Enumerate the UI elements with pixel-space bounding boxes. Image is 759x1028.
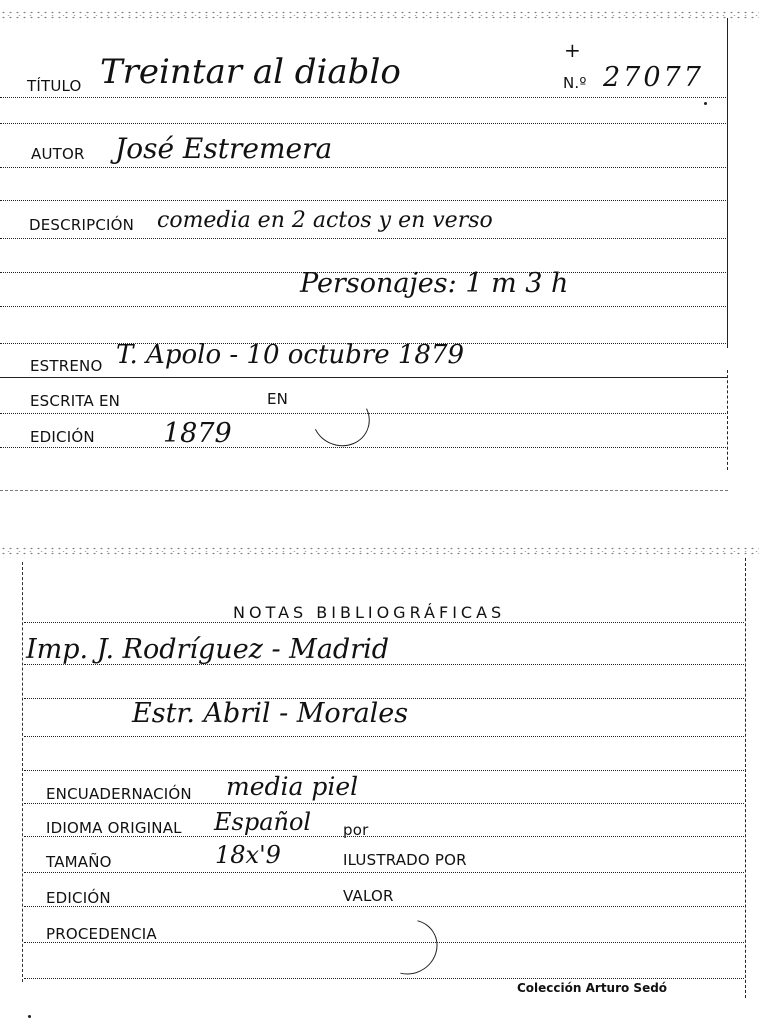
description-label: DESCRIPCIÓN [29, 216, 135, 234]
author-label: AUTOR [31, 145, 85, 163]
binding-value: media piel [226, 772, 359, 801]
ruled-line [24, 736, 744, 737]
written-in-label: ESCRITA EN [30, 392, 121, 410]
ink-dot [704, 102, 707, 105]
ruled-line [0, 200, 728, 201]
description-value-2: Personajes: 1 m 3 h [300, 268, 569, 299]
ruled-line [0, 447, 728, 448]
ruled-line [0, 123, 728, 124]
original-language-value: Español [214, 808, 312, 836]
ink-dot [28, 1015, 31, 1018]
premiere-label: ESTRENO [30, 357, 103, 375]
ruled-line [0, 167, 728, 168]
card-right-edge-lower [727, 370, 728, 470]
stamp-circle [305, 384, 378, 455]
stamp-circle [370, 909, 447, 985]
ruled-line [24, 906, 744, 907]
ruled-line [24, 622, 744, 623]
edition-label: EDICIÓN [30, 428, 95, 446]
edition-label: EDICIÓN [46, 889, 111, 907]
ruled-line [24, 803, 744, 804]
ruled-line [0, 377, 728, 378]
illustrated-by-label: ILUSTRADO POR [343, 851, 467, 869]
value-label: VALOR [343, 887, 394, 905]
ruled-line [24, 872, 744, 873]
number-label: N.º [563, 74, 587, 92]
provenance-label: PROCEDENCIA [46, 925, 157, 943]
catalog-card-back [0, 540, 759, 1028]
author-value: José Estremera [115, 132, 333, 165]
edition-value: 1879 [163, 418, 232, 449]
number-mark: + [564, 38, 581, 62]
description-value: comedia en 2 actos y en verso [157, 208, 493, 233]
size-value: 18x'9 [215, 841, 281, 869]
number-value: 27077 [603, 62, 704, 93]
written-in-en-label: EN [267, 390, 289, 408]
ruled-line [0, 238, 728, 239]
premiere-value: T. Apolo - 10 octubre 1879 [116, 340, 465, 370]
por-label: por [343, 821, 369, 839]
collection-credit: Colección Arturo Sedó [517, 981, 668, 995]
notes-heading: NOTAS BIBLIOGRÁFICAS [233, 603, 506, 622]
ruled-line [24, 978, 744, 979]
binding-label: ENCUADERNACIÓN [46, 785, 192, 803]
card-right-edge [727, 18, 728, 348]
card-right-edge [745, 558, 746, 998]
card-left-edge [22, 562, 23, 982]
ruled-line [0, 97, 728, 98]
catalog-card-front [0, 0, 759, 495]
card-bottom-edge [0, 490, 728, 491]
title-label: TÍTULO [27, 77, 82, 95]
title-value: Treintar al diablo [100, 52, 401, 92]
scan-edge-noise [0, 546, 759, 558]
size-label: TAMAÑO [46, 853, 112, 871]
original-language-label: IDIOMA ORIGINAL [46, 819, 182, 837]
scan-edge-noise [0, 10, 759, 22]
ruled-line [0, 306, 728, 307]
note-line-1: Imp. J. Rodríguez - Madrid [26, 634, 390, 665]
ruled-line [24, 770, 744, 771]
note-line-2: Estr. Abril - Morales [132, 698, 409, 729]
